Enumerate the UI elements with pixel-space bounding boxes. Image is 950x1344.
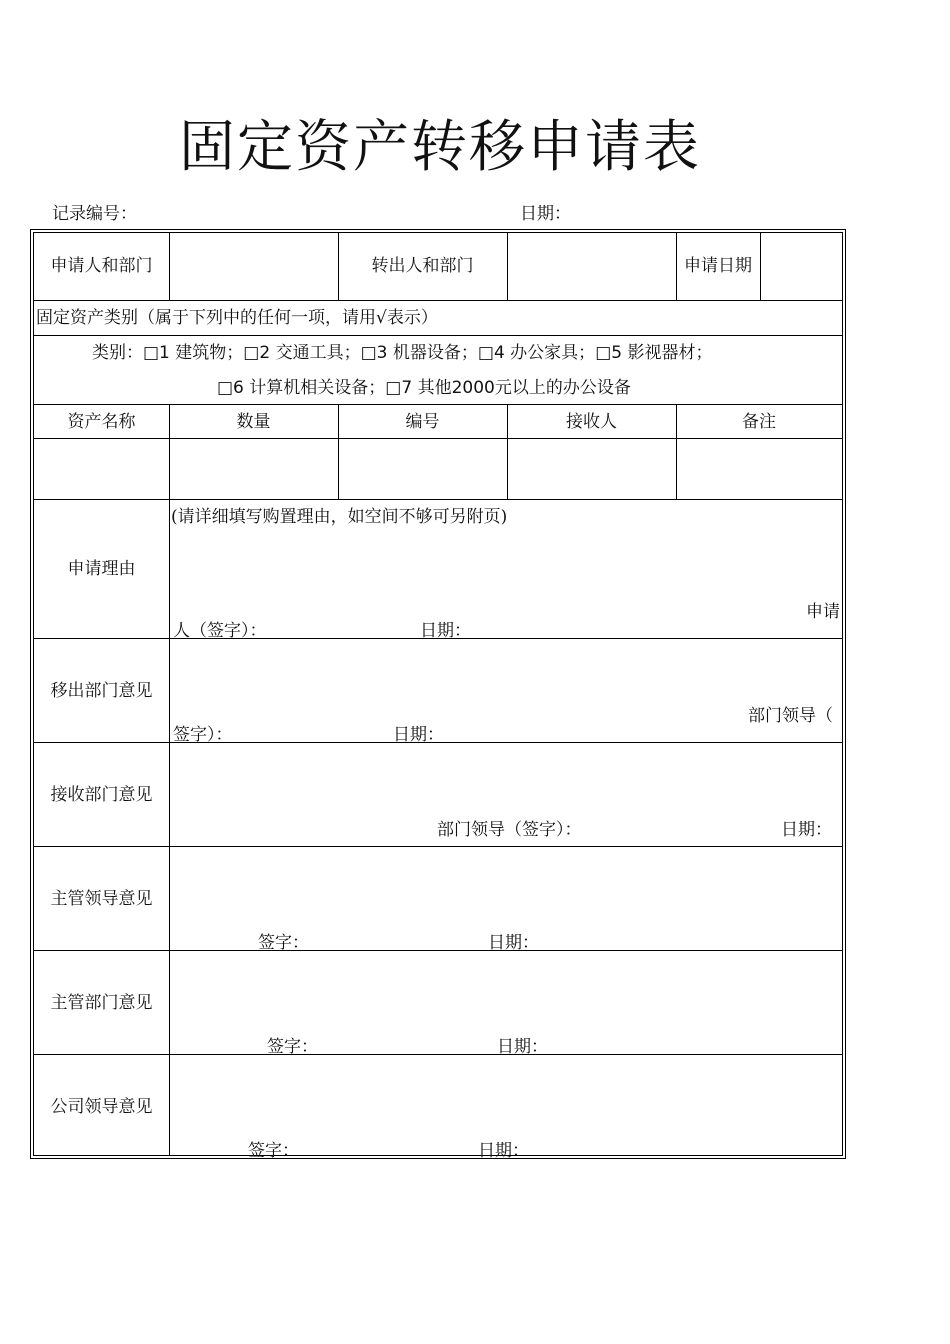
option-av-equipment[interactable]: □5 影视器材； — [595, 343, 713, 363]
applicant-dept-field[interactable] — [171, 237, 336, 297]
company-leader-date: 日期： — [478, 1141, 529, 1161]
row-line — [34, 404, 842, 405]
reason-date: 日期： — [420, 621, 471, 641]
out-dept-label: 移出部门意见 — [50, 681, 153, 701]
row-line — [34, 846, 842, 847]
category-line-1 — [92, 342, 712, 364]
row-line — [34, 1054, 842, 1055]
row-line — [34, 300, 842, 301]
col-line — [760, 233, 761, 300]
in-dept-date: 日期： — [781, 820, 832, 840]
col-line — [169, 499, 170, 1155]
col-line — [507, 233, 508, 300]
col-remark: 备注 — [742, 412, 776, 432]
category-line-2 — [217, 377, 631, 399]
quantity-cell[interactable] — [171, 441, 336, 497]
manager-leader-date: 日期： — [488, 933, 539, 953]
row-line — [34, 950, 842, 951]
col-line — [169, 233, 170, 300]
option-machinery[interactable]: □3 机器设备； — [360, 343, 478, 363]
in-dept-label: 接收部门意见 — [50, 785, 153, 805]
manager-dept-label: 主管部门意见 — [50, 993, 153, 1013]
company-leader-sign: 签字： — [248, 1141, 299, 1161]
manager-dept-date: 日期： — [497, 1037, 548, 1057]
col-quantity: 数量 — [236, 412, 271, 432]
transferor-dept-label: 转出人和部门 — [371, 256, 474, 276]
col-asset-name: 资产名称 — [67, 412, 136, 432]
apply-date-field[interactable] — [762, 237, 842, 297]
option-buildings[interactable]: □1 建筑物； — [143, 343, 244, 363]
apply-date-label: 申请日期 — [684, 256, 752, 276]
category-heading: 固定资产类别（属于下列中的任何一项，请用√表示） — [36, 308, 438, 328]
reason-sign-head: 人（签字）： — [173, 621, 267, 641]
in-dept-sign: 部门领导（签字）： — [437, 820, 582, 840]
transferor-dept-field[interactable] — [509, 237, 674, 297]
out-dept-sign-tail: 部门领导（ — [748, 706, 833, 726]
receiver-cell[interactable] — [509, 441, 674, 497]
remark-cell[interactable] — [678, 441, 842, 497]
form-title: 固定资产转移申请表 — [179, 115, 701, 180]
company-leader-label: 公司领导意见 — [50, 1097, 153, 1117]
form-date-label: 日期： — [520, 204, 571, 224]
record-number-label: 记录编号： — [52, 204, 137, 224]
row-line — [34, 438, 842, 439]
out-dept-date: 日期： — [393, 725, 444, 745]
applicant-dept-label: 申请人和部门 — [50, 256, 153, 276]
manager-dept-sign: 签字： — [267, 1037, 318, 1057]
reason-hint: (请详细填写购置理由，如空间不够可另附页) — [171, 507, 508, 527]
form-table-inner — [33, 232, 843, 1161]
category-label: 类别： — [92, 343, 143, 363]
out-dept-sign-head: 签字）： — [173, 725, 233, 745]
number-cell[interactable] — [340, 441, 505, 497]
form-table — [30, 229, 846, 1159]
option-other-office[interactable]: □7 其他2000元以上的办公设备 — [385, 378, 631, 398]
col-receiver: 接收人 — [566, 412, 617, 432]
option-computers[interactable]: □6 计算机相关设备； — [217, 378, 386, 398]
reason-label: 申请理由 — [67, 559, 136, 579]
option-furniture[interactable]: □4 办公家具； — [477, 343, 596, 363]
manager-leader-label: 主管领导意见 — [50, 889, 153, 909]
row-line — [34, 335, 842, 336]
option-vehicles[interactable]: □2 交通工具； — [243, 343, 361, 363]
row-line — [34, 499, 842, 500]
manager-leader-sign: 签字： — [258, 933, 309, 953]
asset-name-cell[interactable] — [36, 441, 167, 497]
reason-sign-tail: 申请 — [806, 602, 840, 622]
col-number: 编号 — [405, 412, 440, 432]
